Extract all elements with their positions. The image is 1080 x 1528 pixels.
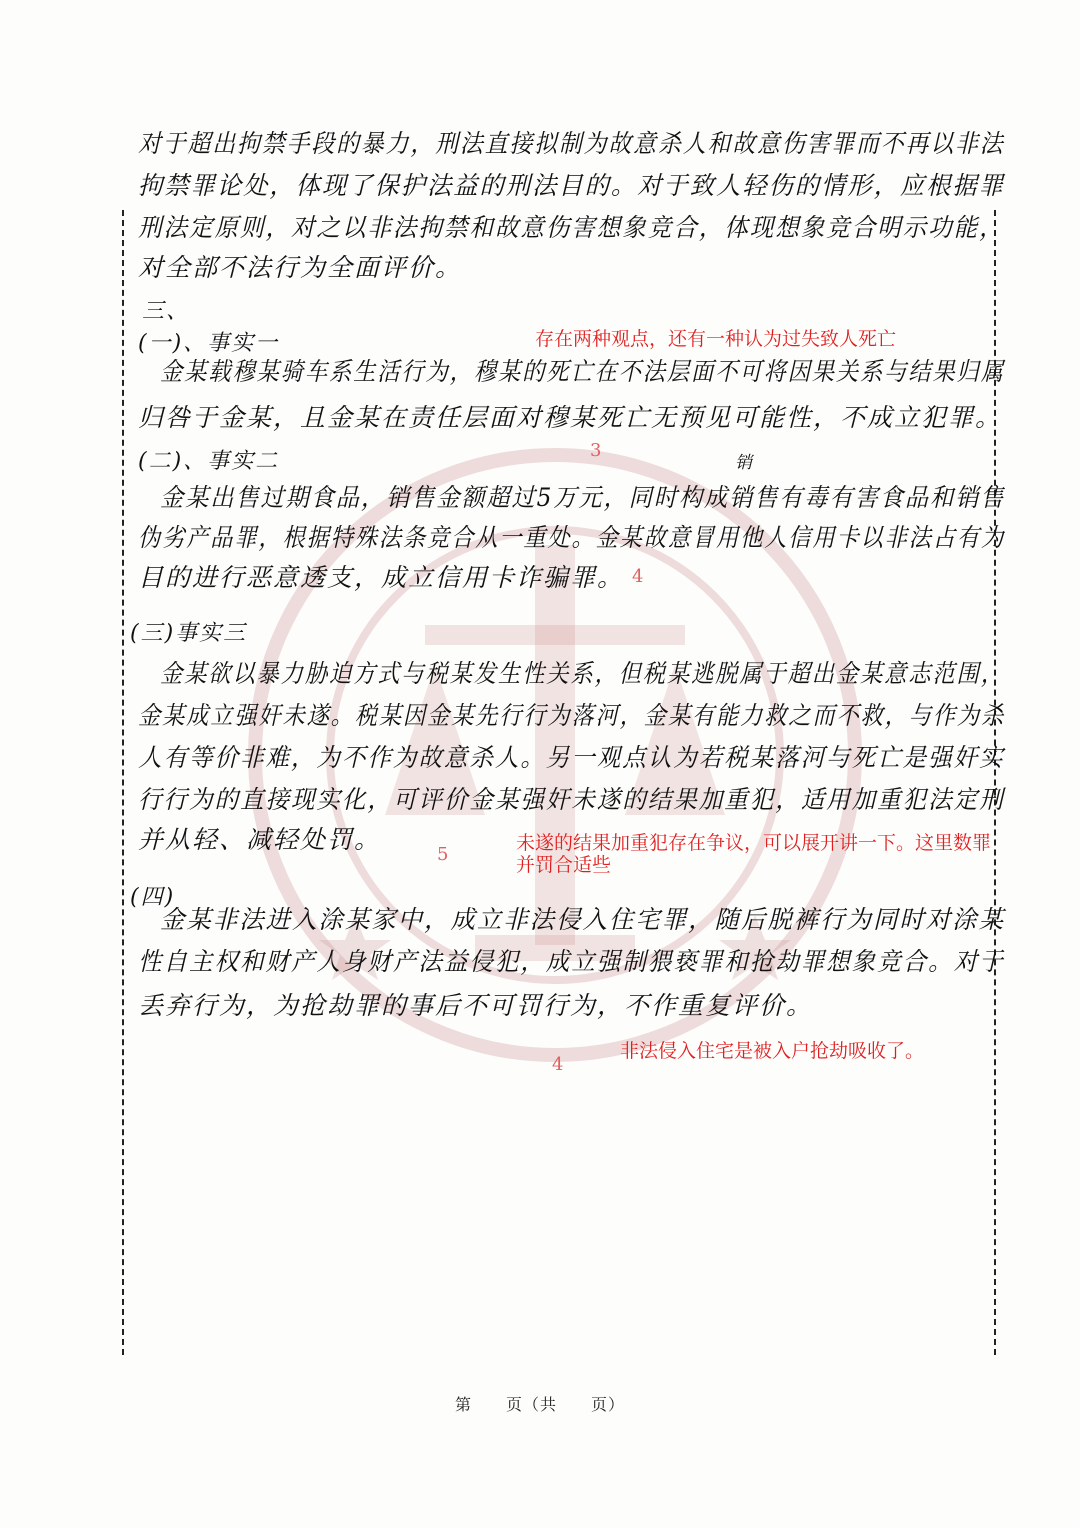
fact4-line-2: 性自主权和财产人身财产法益侵犯，成立强制猥亵罪和抢劫罪想象竞合。对于	[138, 947, 1005, 976]
page-footer: 第 页（共 页）	[454, 1395, 625, 1414]
fact3-annotation-line-2: 并罚合适些	[516, 854, 612, 876]
fact3-annotation-line-1: 未遂的结果加重犯存在争议，可以展开讲一下。这里数罪	[516, 832, 992, 854]
fact3-line-1: 金某欲以暴力胁迫方式与税某发生性关系，但税某逃脱属于超出金某意志范围，	[160, 659, 1005, 688]
left-margin-line	[122, 210, 124, 1355]
fact2-line-2: 伪劣产品罪，根据特殊法条竞合从一重处。金某故意冒用他人信用卡以非法占有为	[138, 523, 1006, 552]
intro-line-3: 刑法定原则，对之以非法拘禁和故意伤害想象竞合，体现想象竞合明示功能，	[138, 213, 1005, 242]
fact4-score: 4	[552, 1054, 564, 1075]
fact4-heading: (四)	[130, 885, 176, 910]
fact4-line-3: 丢弃行为，为抢劫罪的事后不可罚行为，不作重复评价。	[138, 991, 814, 1020]
section-heading: 三、	[142, 299, 191, 324]
intro-line-2: 拘禁罪论处，体现了保护法益的刑法目的。对于致人轻伤的情形，应根据罪	[138, 171, 1005, 200]
fact3-line-2: 金某成立强奸未遂。税某因金某先行行为落河，金某有能力救之而不救，与作为杀	[138, 701, 1006, 730]
fact4-line-1: 金某非法进入涂某家中，成立非法侵入住宅罪，随后脱裤行为同时对涂某	[160, 905, 1006, 934]
fact1-line-1: 金某载穆某骑车系生活行为，穆某的死亡在不法层面不可将因果关系与结果归属	[160, 357, 1005, 386]
fact2-line-3: 目的进行恶意透支，成立信用卡诈骗罪。	[138, 563, 625, 592]
fact2-insert-mark: 销	[735, 453, 752, 473]
fact1-score: 3	[590, 440, 602, 461]
fact3-line-5: 并从轻、减轻处罚。	[138, 825, 382, 854]
fact4-annotation: 非法侵入住宅是被入户抢劫吸收了。	[620, 1040, 925, 1062]
intro-line-1: 对于超出拘禁手段的暴力，刑法直接拟制为故意杀人和故意伤害罪而不再以非法	[138, 129, 1005, 158]
fact1-line-2: 归咎于金某，且金某在责任层面对穆某死亡无预见可能性，不成立犯罪。	[138, 403, 1003, 432]
fact3-score: 5	[437, 844, 449, 865]
fact2-score: 4	[632, 566, 644, 587]
fact2-heading: (二)、事实二	[138, 449, 280, 474]
intro-line-4: 对全部不法行为全面评价。	[138, 253, 463, 282]
fact1-heading: (一)、事实一	[138, 331, 280, 356]
fact3-heading: (三)事实三	[130, 621, 248, 646]
fact3-line-4: 行行为的直接现实化，可评价金某强奸未遂的结果加重犯，适用加重犯法定刑	[138, 785, 1005, 814]
fact3-line-3: 人有等价非难，为不作为故意杀人。另一观点认为若税某落河与死亡是强奸实	[138, 743, 1005, 772]
fact1-annotation: 存在两种观点，还有一种认为过失致人死亡	[535, 328, 897, 350]
fact2-line-1: 金某出售过期食品，销售金额超过5万元，同时构成销售有毒有害食品和销售	[160, 483, 1006, 512]
